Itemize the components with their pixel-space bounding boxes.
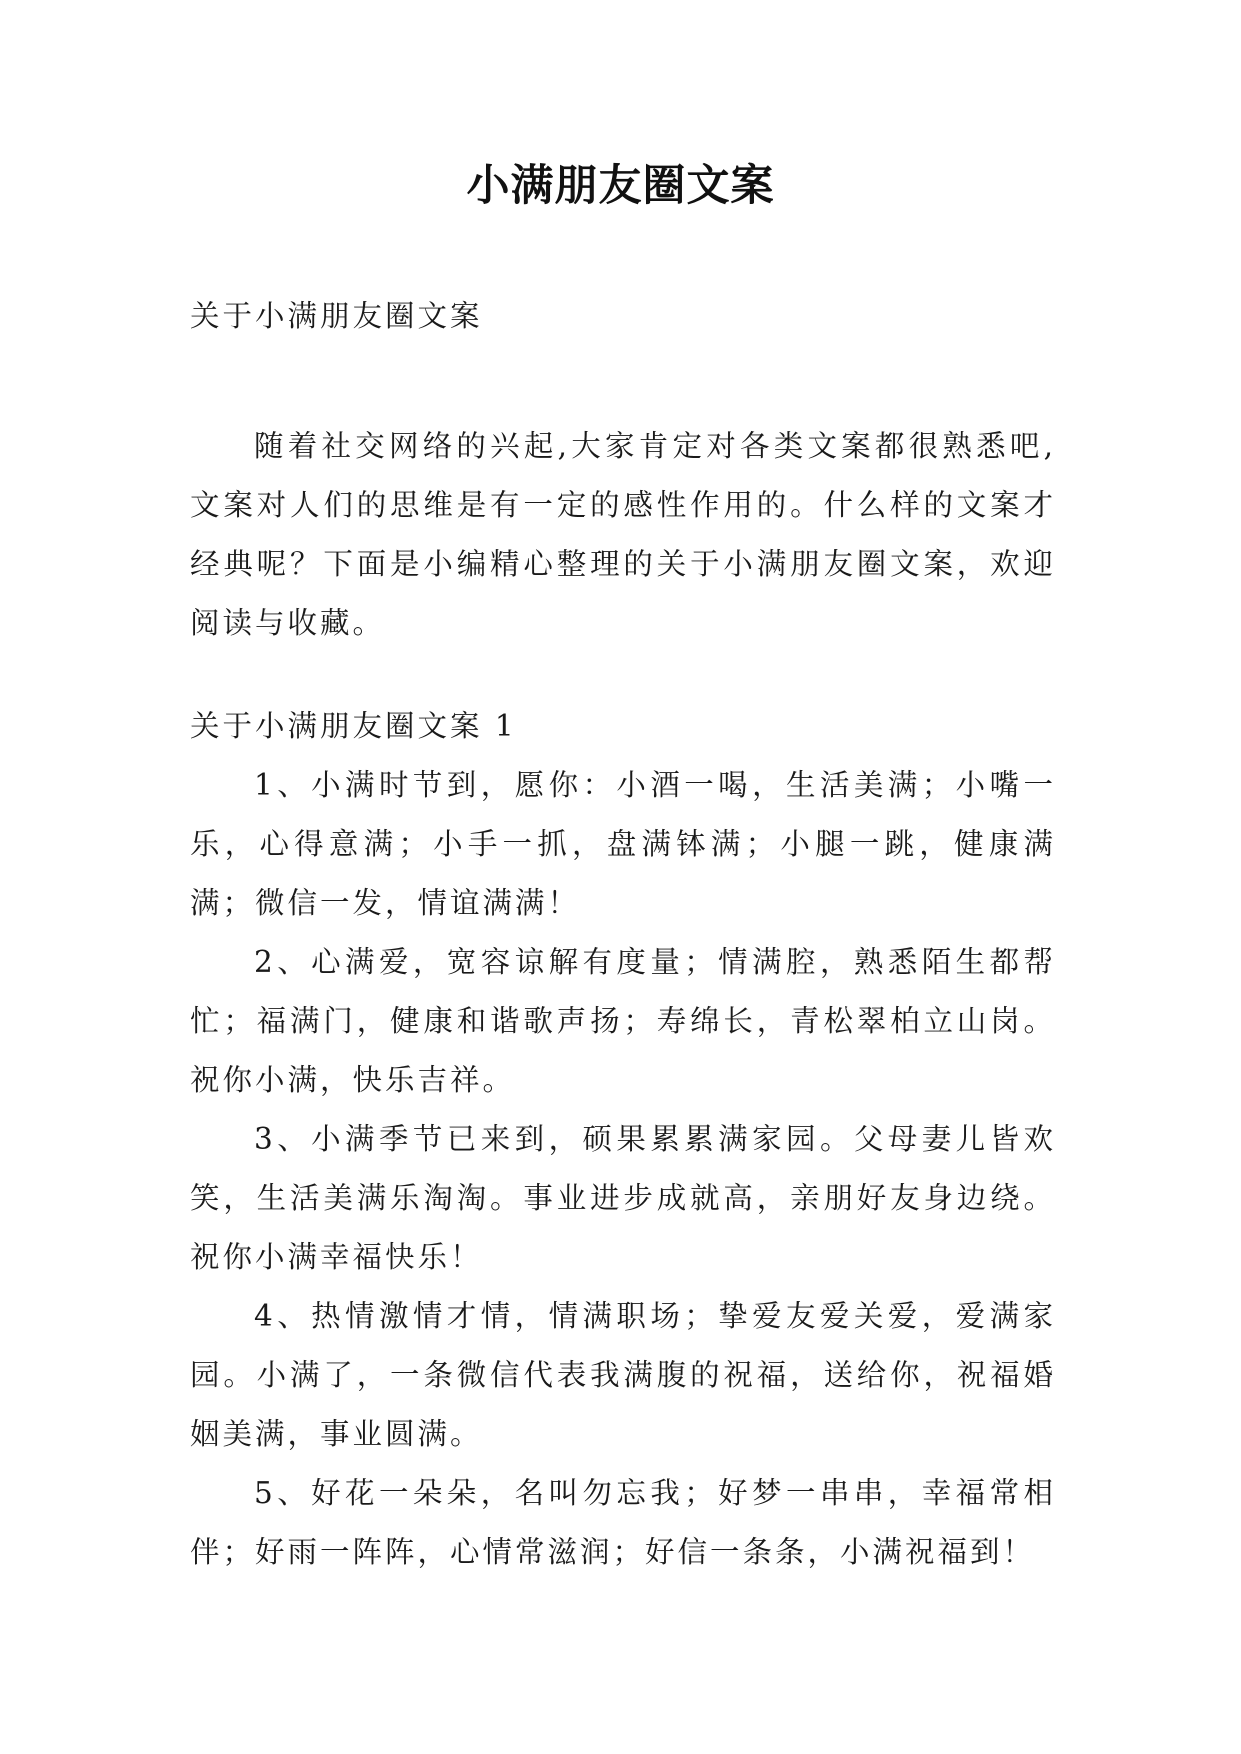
list-item: 2、心满爱，宽容谅解有度量；情满腔，熟悉陌生都帮忙；福满门，健康和谐歌声扬；寿绵长，青松翠柏立山岗。祝你小满，快乐吉祥。 [190,945,1056,1097]
list-item: 5、好花一朵朵，名叫勿忘我；好梦一串串，幸福常相伴；好雨一阵阵，心情常滋润；好信一条条，小满祝福到！ [190,1476,1056,1569]
intro-paragraph: 随着社交网络的兴起,大家肯定对各类文案都很熟悉吧,文案对人们的思维是有一定的感性作用的。什么样的文案才经典呢？下面是小编精心整理的关于小满朋友圈文案，欢迎阅读与收藏。 [190,429,1056,640]
list-item: 4、热情激情才情，情满职场；挚爱友爱关爱，爱满家园。小满了，一条微信代表我满腹的祝福，送给你，祝福婚姻美满，事业圆满。 [190,1299,1056,1451]
document-title: 小满朋友圈文案 [466,161,775,211]
section-heading: 关于小满朋友圈文案 1 [190,709,517,743]
copy-list [190,756,1056,1582]
list-item: 1、小满时节到，愿你：小酒一喝，生活美满；小嘴一乐，心得意满；小手一抓，盘满钵满；小腿一跳，健康满满；微信一发，情谊满满！ [190,768,1056,920]
document-subtitle: 关于小满朋友圈文案 [190,299,483,333]
list-item: 3、小满季节已来到，硕果累累满家园。父母妻儿皆欢笑，生活美满乐淘淘。事业进步成就高，亲朋好友身边绕。祝你小满幸福快乐！ [190,1122,1056,1274]
